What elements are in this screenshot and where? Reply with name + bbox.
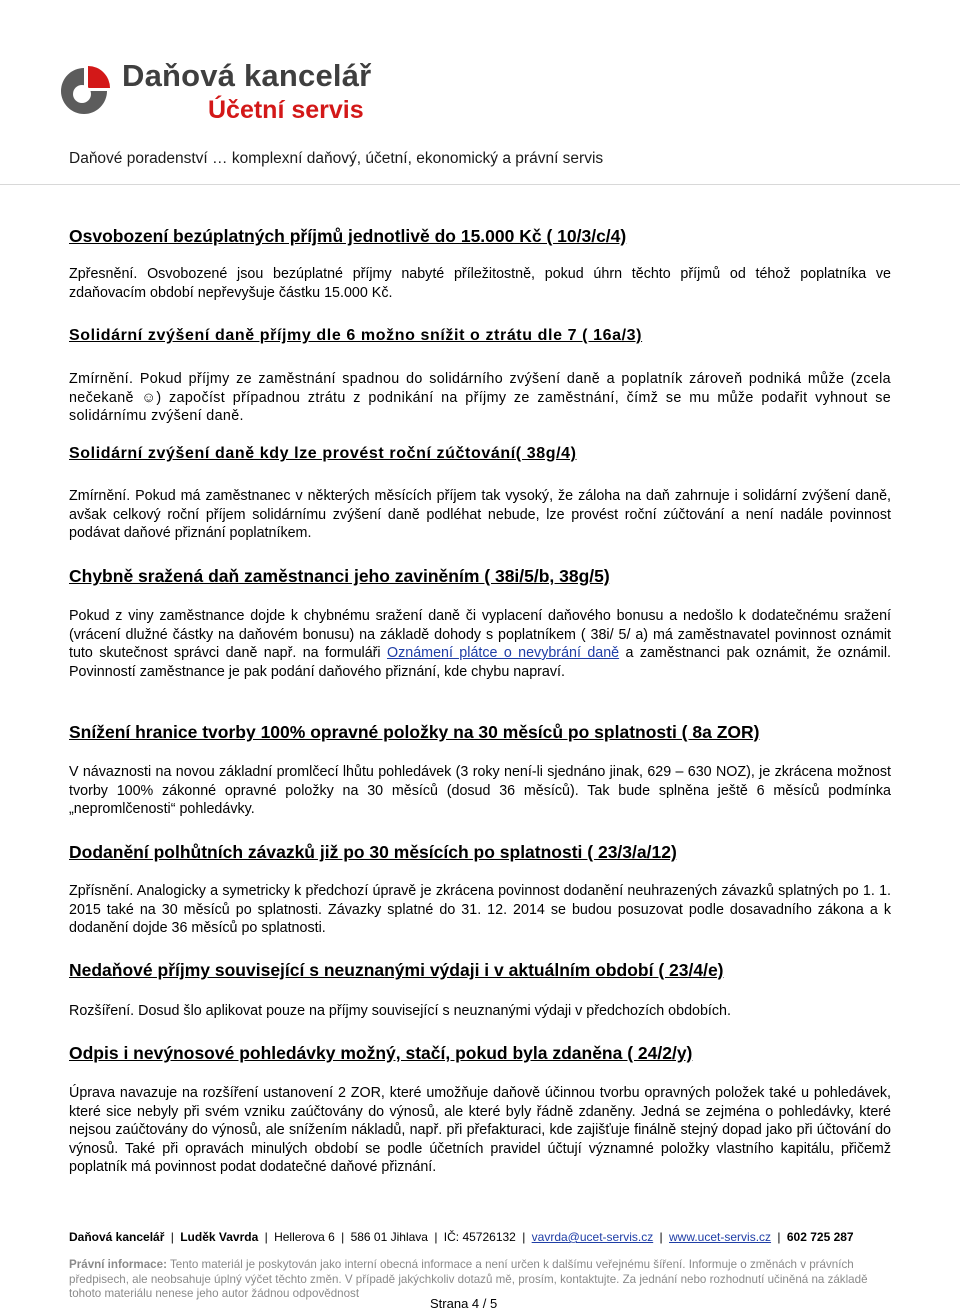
- section-body-1: Zpřesnění. Osvobozené jsou bezúplatné příjmy nabyté příležitostně, pokud úhrn těchto příjmů od téhož poplatníka ve zdaňovacím období nepřevyšuje částku 15.000 Kč.: [69, 266, 891, 301]
- footer-email-link[interactable]: vavrda@ucet-servis.cz: [531, 1230, 654, 1244]
- section-body-4: [69, 607, 891, 681]
- section-body-3: Zmírnění. Pokud má zaměstnanec v některých měsících příjem tak vysoký, že záloha na daň zahrnuje i solidární zvýšení daně, avšak celkový roční příjem solidárnímu zvýšení daně podléhat nebude, lze provést roční zúčtování a není nadále povinnost podávat daňové přiznání poplatníkem.: [69, 488, 891, 541]
- section-body-4-text-b: a zaměstnanci pak oznámit, že oznámil. Povinností zaměstnance je pak podání daňového přiznání, kde chybu napraví.: [69, 645, 891, 680]
- footer-address: Hellerova 6: [274, 1230, 335, 1244]
- section-heading-3: Solidární zvýšení daně kdy lze provést roční zúčtování( 38g/4): [69, 445, 577, 462]
- section-body-4-text-a: Pokud z viny zaměstnance dojde k chybnému sražení daně či vyplacení daňového bonusu a nedošlo k dodatečnému sražení (vrácení dlužné částky na daňovém bonusu) na základě dohody s poplatníkem ( 38i/ 5/ a) má zaměstnavatel povinnost oznámit tuto skutečnost správci daně např. na formuláři: [69, 608, 891, 661]
- section-heading-7: Nedaňové příjmy související s neuznanými výdaji i v aktuálním období ( 23/4/e): [69, 960, 724, 980]
- section-heading-2: Solidární zvýšení daně příjmy dle 6 možno snížit o ztrátu dle 7 ( 16a/3): [69, 327, 643, 344]
- section-heading-6: Dodanění polhůtních závazků již po 30 měsících po splatnosti ( 23/3/a/12): [69, 842, 677, 862]
- company-logo-icon: [58, 66, 110, 116]
- section-body-8: Úprava navazuje na rozšíření ustanovení 2 ZOR, které umožňuje daňově účinnou tvorbu opravných položek také u pohledávek, které sice nebyly při svém vzniku zaúčtovány do výnosů, ale které byly řádně zdaněny. Jedná se zejména o pohledávky, které nejsou zaúčtovány do výnosů, ale snížením nákladů, např. při přefakturaci, kde zajišťuje finálně stejný dopad jako při účtování do výnosů. Také při opravách minulých období se podle účetních pravidel účtují významné položky vlastního kapitálu, přičemž poplatník má povinnost podat dodatečné daňové přiznání.: [69, 1085, 891, 1175]
- legal-text: Tento materiál je poskytován jako interní obecná informace a není určen k dalšímu veřejnému šíření. Informuje o změnách v právních předpisech, ale neobsahuje úplný výčet těchto změn. V případě jakýchkoliv dotazů mě, prosím, kontaktujte. Za jednání nebo rozhodnutí učiněná na základě tohoto materiálu nenese jeho autor žádnou odpovědnost: [69, 1258, 868, 1300]
- legal-label: Právní informace:: [69, 1258, 167, 1271]
- footer-web-link[interactable]: www.ucet-servis.cz: [669, 1230, 772, 1244]
- section-heading-8: Odpis i nevýnosové pohledávky možný, stačí, pokud byla zdaněna ( 24/2/y): [69, 1043, 693, 1063]
- footer-person: Luděk Vavrda: [180, 1230, 259, 1244]
- brand-title: Daňová kancelář: [122, 58, 372, 93]
- page-number: Strana 4 / 5: [430, 1296, 498, 1311]
- footer-company: Daňová kancelář: [69, 1230, 165, 1244]
- footer-ico: IČ: 45726132: [443, 1230, 516, 1244]
- section-heading-5: Snížení hranice tvorby 100% opravné položky na 30 měsíců po splatnosti ( 8a ZOR): [69, 722, 760, 742]
- footer-contact: Daňová kancelář | Luděk Vavrda | Hellerova 6 | 586 01 Jihlava | IČ: 45726132 | vavrda@ucet-servis.cz | www.ucet-servis.cz | 602 725 287: [69, 1230, 854, 1244]
- section-body-5: V návaznosti na novou základní promlčecí lhůtu pohledávek (3 roky není-li sjednáno jinak, 629 – 630 NOZ), je zkrácena možnost tvorby 100% zákonné opravné položky na 30 měsíců (dosud 36 měsíců). Tak bude splněna ještě 6 měsíců podmínka „nepromlčenosti“ pohledávky.: [69, 764, 891, 817]
- tagline: Daňové poradenství … komplexní daňový, účetní, ekonomický a právní servis: [69, 150, 604, 167]
- footer-phone: 602 725 287: [786, 1230, 854, 1244]
- footer-legal-notice: [69, 1258, 899, 1302]
- section-heading-1: Osvobození bezúplatných příjmů jednotlivě do 15.000 Kč ( 10/3/c/4): [69, 226, 627, 246]
- brand-subtitle: Účetní servis: [208, 96, 364, 124]
- section-body-7: Rozšíření. Dosud šlo aplikovat pouze na příjmy související s neuznanými výdaji v předchozích obdobích.: [69, 1003, 731, 1019]
- form-link[interactable]: Oznámení plátce o nevybrání daně: [386, 645, 620, 661]
- section-body-6: Zpřísnění. Analogicky a symetricky k předchozí úpravě je zkrácena povinnost dodanění neuhrazených závazků splatných po 1. 1. 2015 také na 30 měsíců po splatnosti. Závazky splatné do 31. 12. 2014 se budou posuzovat podle dosavadního zákona a k dodanění dojde 36 měsíců po splatnosti.: [69, 883, 891, 936]
- footer-city: 586 01 Jihlava: [350, 1230, 428, 1244]
- section-body-2: Zmírnění. Pokud příjmy ze zaměstnání spadnou do solidárního zvýšení daně a poplatník zároveň podniká může (zcela nečekaně ☺) započíst případnou ztrátu z podnikání na příjmy ze zaměstnání, čímž se mu může podařit vyhnout se solidárnímu zvýšení daně.: [69, 371, 891, 424]
- header-divider: [0, 184, 960, 185]
- section-heading-4: Chybně sražená daň zaměstnanci jeho zaviněním ( 38i/5/b, 38g/5): [69, 566, 610, 586]
